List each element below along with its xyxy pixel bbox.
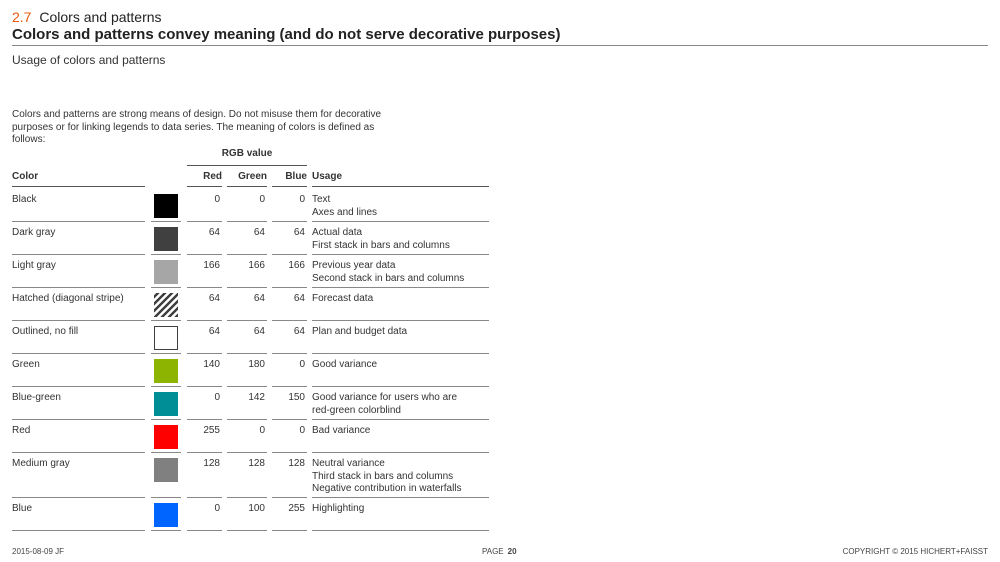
swatch-cell <box>151 189 181 222</box>
usage-line: Good variance for users who are <box>312 392 458 403</box>
blue-value-cell: 0 <box>272 420 307 453</box>
green-value-cell: 128 <box>227 453 267 498</box>
red-value-cell: 0 <box>187 498 222 531</box>
color-swatch <box>154 503 178 527</box>
red-value-cell: 0 <box>187 387 222 420</box>
usage-line: Third stack in bars and columns <box>312 470 454 482</box>
usage-cell <box>312 288 489 321</box>
usage-line: Plan and budget data <box>312 326 408 337</box>
color-name-cell: Hatched (diagonal stripe) <box>12 288 145 321</box>
table-row <box>12 354 489 387</box>
page-label: PAGE <box>482 547 504 556</box>
rgb-group-header: RGB value <box>187 146 307 166</box>
color-swatch <box>154 326 178 350</box>
table-row <box>12 255 489 288</box>
swatch-cell <box>151 420 181 453</box>
usage-line: Text <box>312 194 331 205</box>
usage-cell <box>312 420 489 453</box>
section-line <box>12 8 988 26</box>
swatch-cell <box>151 498 181 531</box>
footer-date: 2015-08-09 JF <box>12 547 65 556</box>
color-name-cell: Black <box>12 189 145 222</box>
color-swatch <box>154 458 178 482</box>
table-row <box>12 189 489 222</box>
footer-page <box>482 547 517 556</box>
table-row <box>12 498 489 531</box>
color-name-cell: Dark gray <box>12 222 145 255</box>
table-row <box>12 222 489 255</box>
usage-cell <box>312 387 489 420</box>
green-value-cell: 64 <box>227 288 267 321</box>
red-value-cell: 140 <box>187 354 222 387</box>
red-value-cell: 255 <box>187 420 222 453</box>
usage-line: Good variance <box>312 359 378 370</box>
blue-value-cell: 64 <box>272 288 307 321</box>
blue-value-cell: 255 <box>272 498 307 531</box>
red-value-cell: 64 <box>187 321 222 354</box>
table-row <box>12 321 489 354</box>
red-value-cell: 64 <box>187 222 222 255</box>
color-name-cell: Blue-green <box>12 387 145 420</box>
usage-line: Actual data <box>312 227 363 238</box>
swatch-cell <box>151 453 181 498</box>
color-swatch <box>154 260 178 284</box>
swatch-cell <box>151 354 181 387</box>
usage-line: Highlighting <box>312 503 365 514</box>
page-number: 20 <box>507 547 517 556</box>
color-swatch <box>154 293 178 317</box>
blue-value-cell: 150 <box>272 387 307 420</box>
color-name-cell: Medium gray <box>12 453 145 498</box>
header-divider <box>12 45 988 46</box>
blue-value-cell: 64 <box>272 222 307 255</box>
red-value-cell: 64 <box>187 288 222 321</box>
green-value-cell: 100 <box>227 498 267 531</box>
color-swatch <box>154 392 178 416</box>
color-swatch <box>154 425 178 449</box>
swatch-cell <box>151 255 181 288</box>
usage-cell <box>312 354 489 387</box>
color-name-cell: Outlined, no fill <box>12 321 145 354</box>
green-value-cell: 0 <box>227 420 267 453</box>
red-value-cell: 0 <box>187 189 222 222</box>
section-title: Colors and patterns <box>39 9 162 25</box>
table-row <box>12 420 489 453</box>
green-value-cell: 166 <box>227 255 267 288</box>
swatch-cell <box>151 222 181 255</box>
slide-header <box>12 8 988 44</box>
footer-copyright: COPYRIGHT © 2015 HICHERT+FAISST <box>842 547 988 556</box>
color-name-cell: Light gray <box>12 255 145 288</box>
red-value-cell: 166 <box>187 255 222 288</box>
table-row <box>12 387 489 420</box>
column-header-swatch <box>151 170 181 187</box>
usage-line: Neutral variance <box>312 458 385 469</box>
column-header-red: Red <box>187 170 222 187</box>
blue-value-cell: 0 <box>272 354 307 387</box>
column-header-usage: Usage <box>312 170 489 187</box>
green-value-cell: 64 <box>227 321 267 354</box>
usage-line: First stack in bars and columns <box>312 239 450 251</box>
green-value-cell: 64 <box>227 222 267 255</box>
usage-line: Axes and lines <box>312 206 378 218</box>
green-value-cell: 180 <box>227 354 267 387</box>
color-name-cell: Green <box>12 354 145 387</box>
blue-value-cell: 64 <box>272 321 307 354</box>
usage-cell <box>312 189 489 222</box>
intro-text: Colors and patterns are strong means of design. Do not misuse them for decorative purposes or for linking legends to data series. The meaning of colors is defined as follows: <box>12 109 382 145</box>
blue-value-cell: 128 <box>272 453 307 498</box>
color-name-cell: Blue <box>12 498 145 531</box>
section-number: 2.7 <box>12 9 32 25</box>
usage-cell <box>312 321 489 354</box>
usage-line: red-green colorblind <box>312 404 401 416</box>
color-swatch <box>154 227 178 251</box>
swatch-cell <box>151 288 181 321</box>
subtitle: Usage of colors and patterns <box>12 53 166 67</box>
color-swatch <box>154 194 178 218</box>
column-header-color: Color <box>12 170 145 187</box>
blue-value-cell: 166 <box>272 255 307 288</box>
table-row <box>12 453 489 498</box>
red-value-cell: 128 <box>187 453 222 498</box>
usage-cell <box>312 255 489 288</box>
usage-line: Bad variance <box>312 425 371 436</box>
column-header-blue: Blue <box>272 170 307 187</box>
blue-value-cell: 0 <box>272 189 307 222</box>
color-swatch <box>154 359 178 383</box>
usage-line: Negative contribution in waterfalls <box>312 483 462 494</box>
swatch-cell <box>151 387 181 420</box>
usage-line: Forecast data <box>312 293 374 304</box>
green-value-cell: 142 <box>227 387 267 420</box>
swatch-cell <box>151 321 181 354</box>
color-name-cell: Red <box>12 420 145 453</box>
usage-cell <box>312 498 489 531</box>
usage-cell <box>312 453 489 498</box>
usage-line: Second stack in bars and columns <box>312 272 465 284</box>
column-header-green: Green <box>227 170 267 187</box>
usage-cell <box>312 222 489 255</box>
page-title: Colors and patterns convey meaning (and do not serve decorative purposes) <box>12 26 561 43</box>
green-value-cell: 0 <box>227 189 267 222</box>
usage-line: Previous year data <box>312 260 396 271</box>
table-row <box>12 288 489 321</box>
